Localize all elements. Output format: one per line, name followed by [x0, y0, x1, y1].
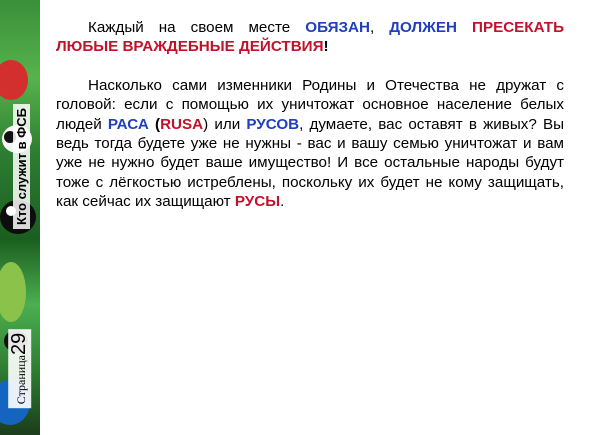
- emphasis-rasa: РАСА: [107, 115, 149, 133]
- emphasis-rusy: РУСЫ: [234, 193, 281, 211]
- text-run: [457, 19, 472, 36]
- emphasis-rusov: РУСОВ: [246, 115, 300, 133]
- page-number-block: [0, 318, 40, 418]
- red-shape: [0, 60, 28, 100]
- emphasis-obyazan: ОБЯЗАН: [305, 19, 370, 36]
- section-title-text: Кто служит в ФСБ: [13, 103, 30, 228]
- section-title-vertical: [2, 104, 40, 228]
- text-run: ) или: [203, 115, 247, 133]
- emphasis-presekat: ПРЕСЕКАТЬ ЛЮБЫЕ: [56, 19, 564, 56]
- text-run: , думаете, вас оставят в живых? Вы ведь тогда будете уже не нужны - вас и вашу семью уничтожат и вам уже не нужно будет ваше имущество! И все остальные народы будут тоже с лёгкостью истреблены, поскольку их будет не кому защищать, как сейчас их защищают: [56, 115, 564, 211]
- paragraph-2: [56, 76, 564, 212]
- text-run: ,: [369, 19, 390, 36]
- main-text: [56, 18, 564, 231]
- text-run: Каждый на своем месте: [88, 19, 306, 36]
- emphasis-vrazhdebnye: ВРАЖДЕБНЫЕ ДЕЙСТВИЯ: [122, 38, 324, 56]
- text-run: .: [280, 193, 285, 211]
- paragraph-1: [56, 18, 564, 57]
- text-run: !: [323, 38, 329, 56]
- page-label: Страница: [14, 354, 29, 404]
- page-number: 29: [8, 332, 31, 355]
- emphasis-dolzhen: ДОЛЖЕН: [389, 19, 457, 36]
- text-run: (: [148, 115, 161, 133]
- green-shape: [0, 262, 26, 322]
- emphasis-rusa: RUSA: [160, 115, 204, 133]
- text-run: Насколько сами изменники Родины и Отечества не дружат с головой: если с помощью их уничтожат основное население белых людей: [56, 76, 564, 133]
